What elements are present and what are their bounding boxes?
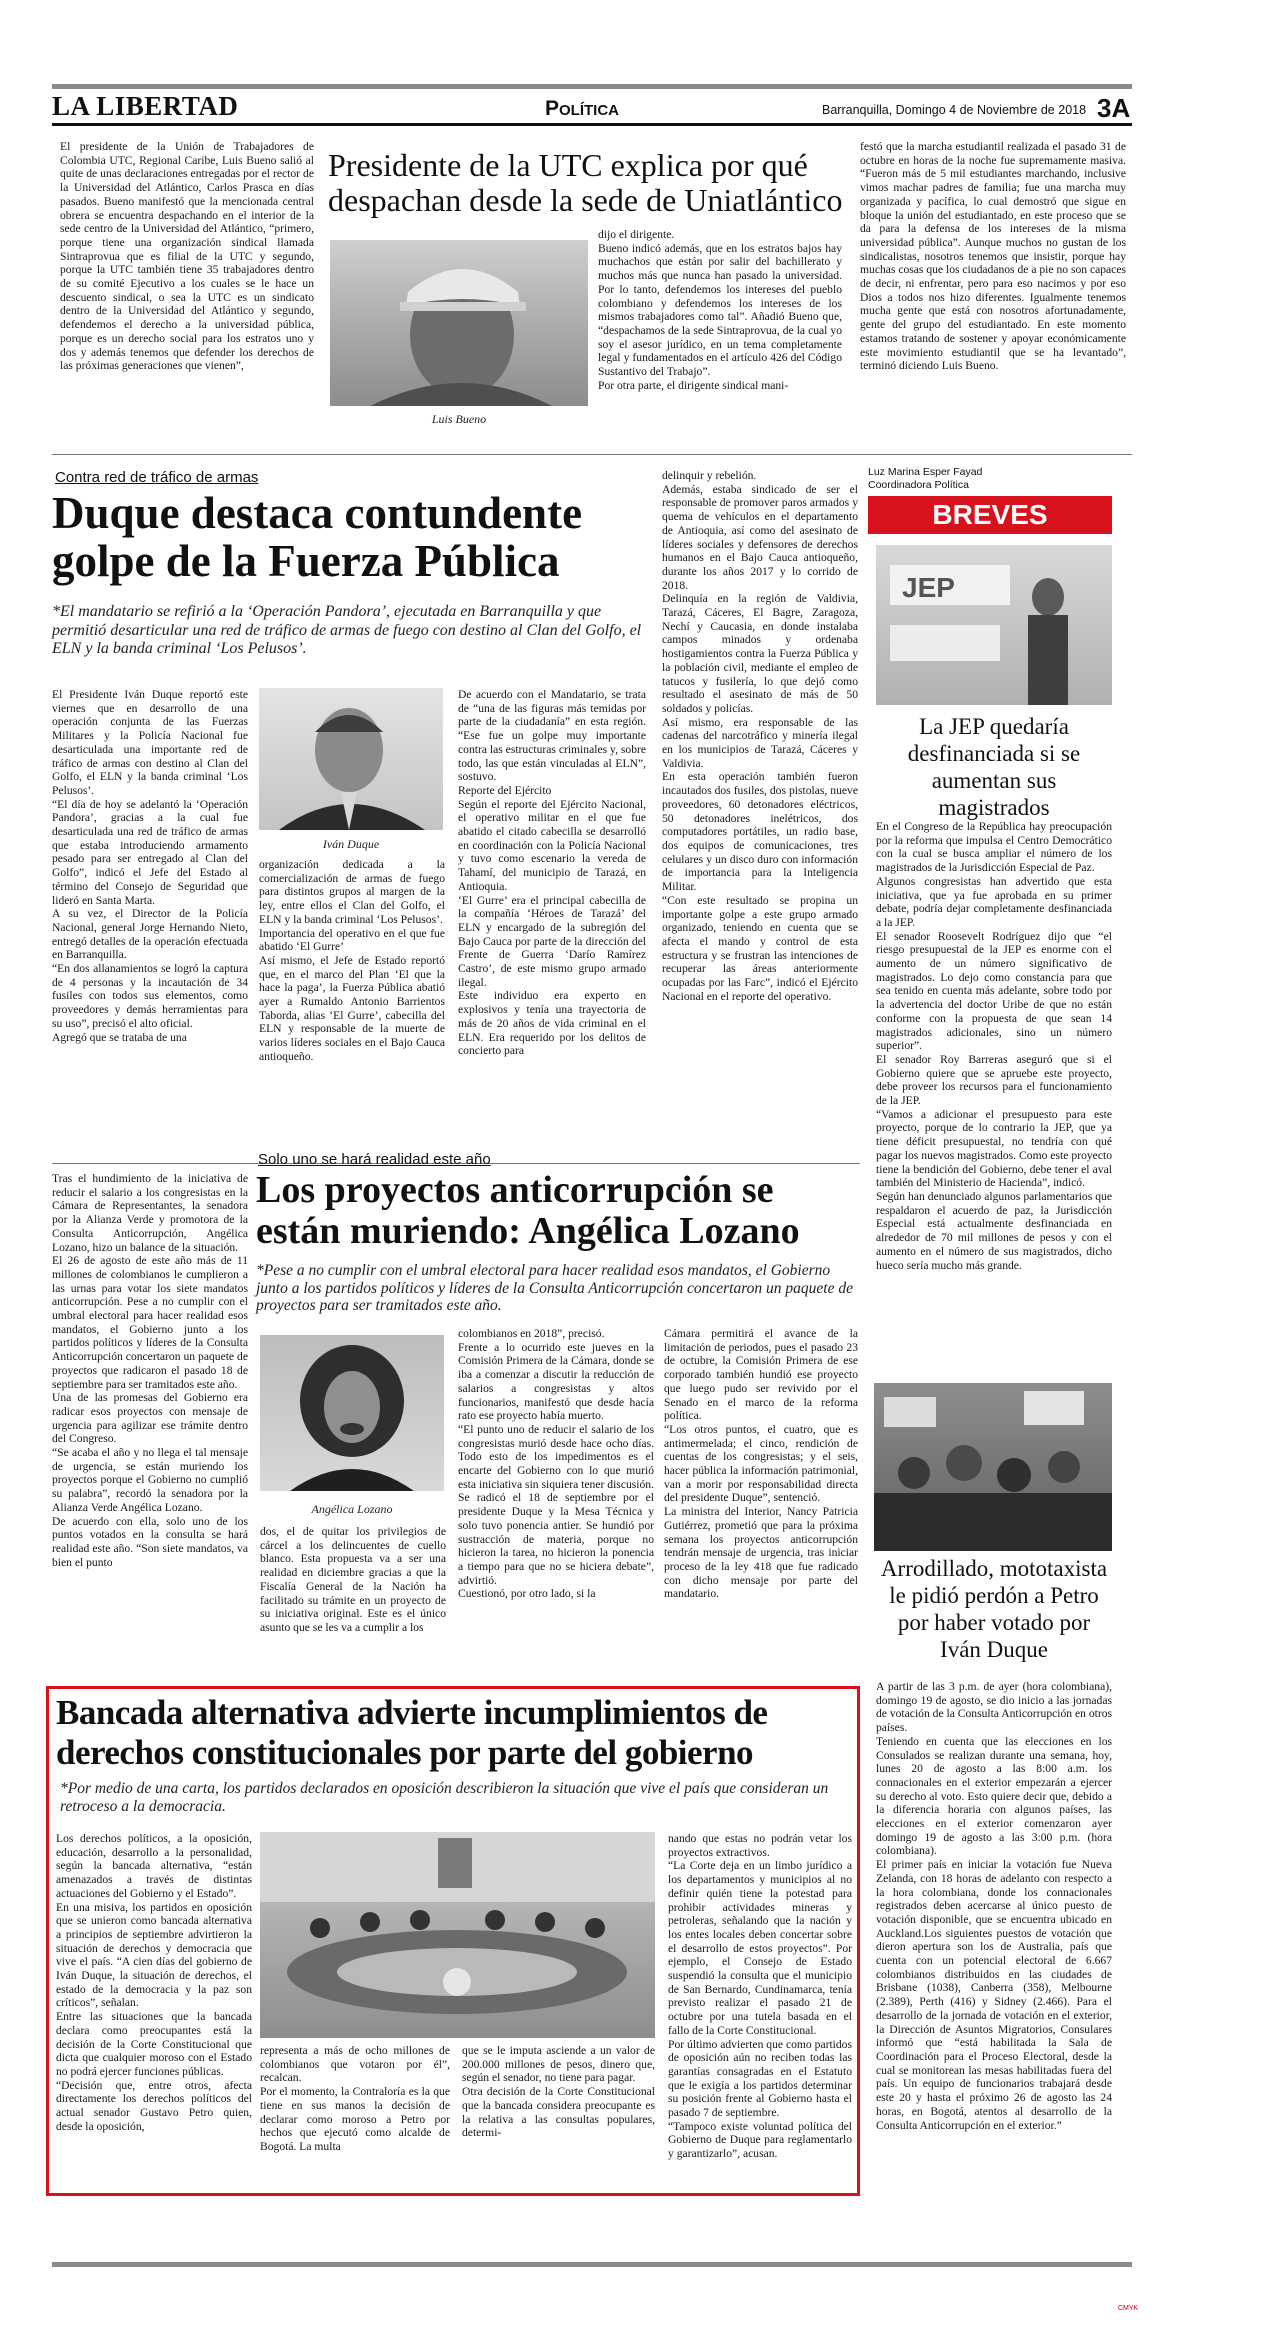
- bancada-photo: [260, 1832, 655, 2038]
- duque-col2a: De acuerdo con el Mandatario, se trata de “una de las figuras más temidas por parte de la ciudadanía” en esta región. “Ese fue un golpe muy importante contra las estructuras criminales y, sobre todo, las que están vinculadas al ELN”, sostuvo. Reporte del Ejército Según el reporte del Ejército Nacional, el operativo militar en el que fue abatido el citado cabecilla se desarrolló en coordinación con la Policía Nacional y tuvo como escenario la vereda de Tahamí, del municipio de Tarazá, en Antioquia. ‘El Gurre’ era el principal cabecilla de la compañía ‘Héroes de Tarazá’ del ELN y encargado de la subregión del Bajo Cauca por parte de la dirección del Frente de Guerra ‘Darío Ramírez Castro’, de este mismo grupo armado ilegal. Este individuo era experto en explosivos y tenía una trayectoria de más de 20 años de vida criminal en el ELN. Era requerido por los delitos de concierto para: [458, 688, 646, 1058]
- utc-caption: Luis Bueno: [431, 412, 487, 426]
- utc-title: Presidente de la UTC explica por qué despachan desde la sede de Uniatlántico: [328, 147, 843, 218]
- lozano-col2a: colombianos en 2018”, precisó. Frente a lo ocurrido este jueves en la Comisión Primera de la Cámara, donde se iba a comenzar a discutir la reducción de salarios a congresistas y altos funcionarios, manifestó que desde hacía rato ese proyecto había muerto. “El punto uno de reducir el salario de los congresistas murió desde hace ocho días. Todo esto de los impedimentos es el encarte del Gobierno con lo que murió esta iniciativa sin siquiera tener discusión. Se radicó el 18 de septiembre por el presidente Duque y la Mesa Técnica y solo tuvo ponencia antier. Se hundió por sustracción de materia, porque no hicieron la tarea, no hicieron la ponencia a tiempo para que no se hiciera debate”, advirtió. Cuestionó, por otro lado, si la: [458, 1327, 654, 1601]
- president-portrait-icon: [259, 688, 443, 830]
- moto-photo: [874, 1383, 1112, 1551]
- svg-text:JEP: JEP: [902, 572, 955, 603]
- jep-photo: [876, 545, 1112, 705]
- lozano-title: Los proyectos anticorrupción se están muriendo: Angélica Lozano: [256, 1169, 800, 1252]
- utc-bottom-rule: [52, 454, 1132, 455]
- bottom-rule: [52, 2262, 1132, 2267]
- lozano-photo: [260, 1335, 444, 1491]
- utc-col3: festó que la marcha estudiantil realizada el pasado 31 de octubre en horas de la noche fue supremamente masiva. “Fueron más de 5 mil estudiantes marchando, inclusive vimos machar padres de familia; fue una marcha muy organizada y pacífica, lo cual demostró que sigue en bloque la unión del estudiantado, en este proceso que se da para la defensa de los intereses de la misma universidad pública”. Aunque muchos no gustan de los sindicalistas, nosotros tenemos que insistir, porque hay muchas cosas que los ciudadanos de a pie no son capaces de decir, ni enfrentar, pero para eso nacimos y por eso Dios a todos nos hizo diferentes. Igualmente tenemos mucha gente que está con nosotros afortunadamente, gente del grupo del estudiantado. En este momento estamos tratando de sostener y apoyar económicamente este movimiento estudiantil que se ha levantado”, terminó diciendo Luis Bueno.: [860, 140, 1126, 373]
- jep-body: En el Congreso de la República hay preocupación por la reforma que impulsa el Centro Democrático con la cual se busca ampliar el número de los magistrados de la Jurisdicción Especial de Paz. Algunos congresistas han advertido que esta iniciativa, que ya fue aprobada en su primer debate, podría dejar completamente desfinanciada a la JEP. El senador Roosevelt Rodríguez dijo que “el riesgo presupuestal de la JEP es enorme con el aumento de un número significativo de magistrados. Lo dejo como constancia para que sea tenido en cuenta más adelante, sobre todo por la advertencia del doctor Uribe de que no están conforme con la propuesta de que sean 14 magistrados adicionales, sino un número superior”. El senador Roy Barreras aseguró que si el Gobierno quiere que se apruebe este proyecto, debe proveer los recursos para el funcionamiento de la JEP. “Vamos a adicionar el presupuesto para este proyecto, porque de lo contrario la JEP, que ya tiene déficit presupuestal, no tendría con qué pagar los nuevos magistrados. Como este proyecto tiene la bendición del Gobierno, debe tener el aval también del Ministerio de Hacienda”, indicó. Según han denunciado algunos parlamentarios que respaldaron el acuerdo de paz, la Jurisdicción Especial está actualmente desfinanciada en alrededor de 70 mil millones de pesos y con el aumento en el número de sus magistrados, dicho hueco sería mucho más grande.: [876, 820, 1112, 1272]
- paper-name: LA LIBERTAD: [52, 91, 239, 121]
- meeting-room-icon: [260, 1832, 655, 2038]
- bancada-col2a: representa a más de ocho millones de colombianos que votaron por él”, recalcan. Por el momento, la Contraloría es la que tiene en sus manos la decisión de declarar como moroso a Petro por hechos que ejecutó como alcalde de Bogotá. La multa: [260, 2044, 450, 2153]
- crowd-rally-icon: [874, 1383, 1112, 1551]
- breves-banner: [868, 496, 1112, 534]
- bancada-lede: *Por medio de una carta, los partidos declarados en oposición describieron la situación que vive el país que consideran un retroceso a la democracia.: [60, 1780, 829, 1815]
- masthead-rule: [52, 123, 1132, 126]
- utc-col2: dijo el dirigente. Bueno indicó además, que en los estratos bajos hay muchachos que están por salir del bachillerato y muchos más que nunca han pasado la universidad. Por lo tanto, defendemos los intereses del pueblo colombiano y defendemos los intereses de los mismos trabajadores como tal”. Añadió Bueno que, “despachamos de la sede Sintraprovua, de la cual yo soy el asesor jurídico, en un tema completamente legal y fundamentados en el artículo 426 del Código Sustantivo del Trabajo”. Por otra parte, el dirigente sindical mani-: [598, 228, 842, 392]
- duque-kicker: Contra red de tráfico de armas: [55, 469, 259, 486]
- utc-col1: El presidente de la Unión de Trabajadores de Colombia UTC, Regional Caribe, Luis Bueno salió al quite de unas declaraciones entregadas por el rector de la Universidad del Atlántico, Carlos Prasca en días pasados. Bueno manifestó que la mencionada central obrera se encuentra despachando en el interior de la sede centro de la Universidad del Atlántico, “primero, porque tiene una organización sindical llamada Sintraprovua que es filial de la UTC y segundo, porque la UTC también tiene 35 trabajadores dentro de su comité Ejecutivo a los cuales se le hace un descuento sindical, o sea la UTC es un sindicato dentro de la Universidad del Atlántico y segundo, defendemos el derecho a la universidad pública, porque es un derecho social para los estratos uno y dos y además tenemos que defender los derechos de las próximas generaciones que vienen”,: [60, 140, 314, 373]
- bancada-title: Bancada alternativa advierte incumplimientos de derechos constitucionales por parte del gobierno: [56, 1693, 768, 1772]
- color-registration-mark: CMYK: [1118, 2305, 1139, 2312]
- duque-caption: Iván Duque: [322, 837, 380, 851]
- jep-building-icon: [876, 545, 1112, 705]
- breves-byline-role: Coordinadora Política: [868, 479, 969, 491]
- duque-photo: [259, 688, 443, 830]
- duque-lede: *El mandatario se refirió a la ‘Operación Pandora’, ejecutada en Barranquilla y que permitió desarticular una red de tráfico de armas de fuego con destino al Clan del Golfo, el ELN y la banda criminal ‘Los Pelusos’.: [52, 603, 642, 657]
- duque-col2b: organización dedicada a la comercialización de armas de fuego para distintos grupos al margen de la ley, entre ellos el Clan del Golfo, el ELN y la banda criminal ‘Los Pelusos’. Importancia del operativo en el que fue abatido ‘El Gurre’ Así mismo, el Jefe de Estado reportó que, en el marco del Plan ‘El que la hace la paga’, la Fuerza Pública abatió ayer a Rumaldo Antonio Barrientos Taborda, alias ‘El Gurre’, cabecilla del ELN y responsable de la muerte de varios líderes sociales en el Bajo Cauca antioqueño.: [259, 858, 445, 1063]
- section-name: Política: [545, 97, 619, 120]
- top-rule: [52, 84, 1132, 89]
- breves-byline: Luz Marina Esper Fayad: [868, 466, 983, 478]
- duque-col1: El Presidente Iván Duque reportó este viernes que en desarrollo de una operación conjunta de las Fuerzas Militares y la Policía Nacional fue desarticulada una importante red de tráfico de armas con destino al Clan del Golfo, el ELN y la banda criminal ‘Los Pelusos’. “El día de hoy se adelantó la ‘Operación Pandora’, gracias a la cual fue desarticulada una red de tráfico de armas que estaba introduciendo armamento pesado para ser entregado al Clan del Golfo”, indicó el Jefe del Estado al término del Consejo de Seguridad que lideró en Santa Marta. A su vez, el Director de la Policía Nacional, general Jorge Hernando Nieto, entregó detalles de la operación efectuada en Barranquilla. “En dos allanamientos se logró la captura de 4 personas y la incautación de 34 fusiles con todos sus elementos, como proveedores y demás herramientas para su uso”, precisó el alto oficial. Agregó que se trataba de una: [52, 688, 248, 1044]
- bancada-col1: Los derechos políticos, a la oposición, educación, desarrollo a la personalidad, según la bancada alternativa, “están amenazados a través de distintas actuaciones del Gobierno y el Estado”. En una misiva, los partidos en oposición que se unieron como bancada alternativa a principios de septiembre advirtieron la situación de derechos y democracia que vive el país. “A cien días del gobierno de Iván Duque, la situación de derechos, el estado de la democracia y la paz son críticos”, señalan. Entre las situaciones que la bancada declara como preocupantes está la decisión de la Corte Constitucional que dicta que cualquier moroso con el Estado no podrá ejercer funciones públicas. “Decisión que, entre otros, afecta directamente los derechos políticos del actual senador Gustavo Petro quien, desde la oposición,: [56, 1832, 252, 2133]
- bancada-col3: nando que estas no podrán vetar los proyectos extractivos. “La Corte deja en un limbo jurídico a los departamentos y municipios al no definir quién tiene la potestad para prohibir actividades mineras y petroleras, señalando que la nación y los entes locales deben concertar sobre el desarrollo de estos proyectos”. Por ejemplo, el Consejo de Estado suspendió la consulta que el municipio de San Bernardo, Cundinamarca, tenía previsto realizar el pasado 21 de octubre por una tutela basada en el fallo de la Corte Constitucional. Por último advierten que como partidos de oposición aún no reciben todas las garantías consagradas en el Estatuto que le exigía a los partidos determinar su posición frente al Gobierno hasta el pasado 7 de septiembre. “Tampoco existe voluntad política del Gobierno de Duque para reglamentarlo y garantizarlo”, acusan.: [668, 1832, 852, 2161]
- duque-col3: delinquir y rebelión. Además, estaba sindicado de ser el responsable de promover paros armados y quema de vehículos en el departamento de Antioquia, así como del asesinato de líderes sociales y defensores de derechos humanos en el Bajo Cauca antioqueño, durante los años 2017 y lo corrido de 2018. Delinquía en la región de Valdivia, Tarazá, Cáceres, El Bagre, Zaragoza, Nechí y Caucasia, en donde instalaba campos minados y ordenaba hostigamientos contra la Fuerza Pública y la población civil, mediante el empleo de tatucos y fusilería, lo que dejó como resultado el asesinato de más de 50 soldados y policías. Así mismo, era responsable de las cadenas del narcotráfico y minería ilegal en los municipios de Tarazá, Cáceres y Valdivia. En esta operación también fueron incautados dos fusiles, dos pistolas, nueve proveedores, 60 detonadores eléctricos, 50 detonadores inelétricos, dos computadores portátiles, un radio base, dos equipos de comunicaciones, tres celulares y un disco duro con información de importancia para la Inteligencia Militar. “Con este resultado se propina un importante golpe a este grupo armado organizado, teniendo en cuenta que se afecta el mando y control de esta estructura y se frustran las intenciones de recuperar las áreas anteriormente ocupadas por las Farc”, indicó el Ejército Nacional en el reporte del operativo.: [662, 469, 858, 1003]
- dateline: Barranquilla, Domingo 4 de Noviembre de 2018: [822, 103, 1087, 117]
- page-number: 3A: [1097, 93, 1131, 123]
- moto-body: A partir de las 3 p.m. de ayer (hora colombiana), domingo 19 de agosto, se dio inicio a las jornadas de votación de la Consulta Anticorrupción en otros países. Teniendo en cuenta que las elecciones en los Consulados se realizan durante una semana, hoy, lunes 20 de agosto a las 8:00 a.m. los connacionales en el exterior empezarán a ejercer su derecho al voto. Esto quiere decir que, debido a la diferencia horaria con algunos países, las elecciones en el exterior comenzaron ayer domingo 19 de agosto a las 3:00 p.m. (hora colombiana). El primer país en iniciar la votación fue Nueva Zelanda, con 18 horas de adelanto con respecto a la hora colombiana, donde los connacionales registrados deben acercarse al único puesto de votación disponible, que se encuentra ubicado en Auckland.Los siguientes puestos de votación que dieron apertura son los de Australia, país que cuenta con un potencial electoral de 6.667 colombianos distribuidos en las ciudades de Brisbane (1038), Canberra (358), Melbourne (2.389), Perth (416) y Sidney (2.466). Para el desarrollo de la jornada de votación en el exterior, la Dirección de Asuntos Migratorios, Consulares informó que “está habilitada la Sala de Coordinación para el Proceso Electoral, desde la cual se monitorean las mesas habilitadas fuera del país. Un equipo de funcionarios trabajará desde este 20 y hasta el próximo 26 de agosto las 24 horas, en Bogotá, atentos al desarrollo de la Consulta Anticorrupción en el exterior.”: [876, 1680, 1112, 2132]
- man-portrait-icon: [330, 240, 588, 406]
- lozano-col2b: dos, el de quitar los privilegios de cárcel a los delincuentes de cuello blanco. Esta propuesta va a ser una realidad en diciembre gracias a que la Fiscalía General de la Nación ha facilitado su trámite en un proyecto de su iniciativa original. Este es el único asunto que se les va a cumplir a los: [260, 1525, 446, 1634]
- moto-title: Arrodillado, mototaxista le pidió perdón a Petro por haber votado por Iván Duque: [880, 1556, 1108, 1662]
- duque-title: Duque destaca contundente golpe de la Fuerza Pública: [52, 488, 583, 586]
- utc-photo: [330, 240, 588, 406]
- jep-title: La JEP quedaría desfinanciada si se aumentan sus magistrados: [907, 714, 1081, 820]
- bancada-col2b: que se le imputa asciende a un valor de 200.000 millones de pesos, dinero que, según el senador, no tiene para pagar. Otra decisión de la Corte Constitucional que la bancada considera preocupante es la relativa a las consultas populares, determi-: [462, 2044, 655, 2140]
- lozano-kicker: Solo uno se hará realidad este año: [258, 1151, 491, 1168]
- lozano-col3: Cámara permitirá el avance de la limitación de periodos, pues el pasado 23 de octubre, la Comisión Primera de ese corporado también hundió ese proyecto que luego pudo ser revivido por el Senado en el marco de la reforma política. “Los otros puntos, el cuatro, que es antimermelada; el cinco, rendición de cuentas de los congresistas; y el seis, hacer pública la información patrimonial, van a morir por responsabilidad directa del presidente Duque”, sentenció. La ministra del Interior, Nancy Patricia Gutiérrez, prometió que para la próxima semana los proyectos anticorrupción tendrán mensaje de urgencia, tras iniciar proceso de la ley 418 que fue radicado con dicho mensaje por parte del mandatario.: [664, 1327, 858, 1601]
- breves-banner-label: BREVES: [932, 499, 1048, 530]
- lozano-col1: Tras el hundimiento de la iniciativa de reducir el salario a los congresistas en la Cámara de Representantes, la senadora por la Alianza Verde y promotora de la Consulta Anticorrupción, Angélica Lozano, hizo un balance de la situación. El 26 de agosto de este año más de 11 millones de colombianos le cumplieron a las urnas para votar los siete mandatos anticorrupción. Pese a no cumplir con el umbral electoral para hacer realidad esos mandatos, el Gobierno junto a los partidos políticos y líderes de la Consulta Anticorrupción concertaron un paquete de proyectos que radicaron el pasado 18 de septiembre para ser tramitados este año. Una de las promesas del Gobierno era radicar esos proyectos con mensaje de urgencia para agilizar ese trámite dentro del Congreso. “Se acaba el año y no llega el tal mensaje de urgencia, se están muriendo los proyectos porque el Gobierno no cumplió su palabra”, recordó la senadora por la Alianza Verde Angélica Lozano. De acuerdo con ella, solo uno de los puntos votados en la consulta se hará realidad este año. “Son siete mandatos, va bien el punto: [52, 1172, 248, 1569]
- lozano-caption: Angélica Lozano: [311, 1502, 393, 1516]
- woman-portrait-icon: [260, 1335, 444, 1491]
- lozano-lede: *Pese a no cumplir con el umbral electoral para hacer realidad esos mandatos, el Gobierno junto a los partidos políticos y líderes de la Consulta Anticorrupción concertaron un paquete de proyectos para ser tramitados este año.: [256, 1262, 853, 1314]
